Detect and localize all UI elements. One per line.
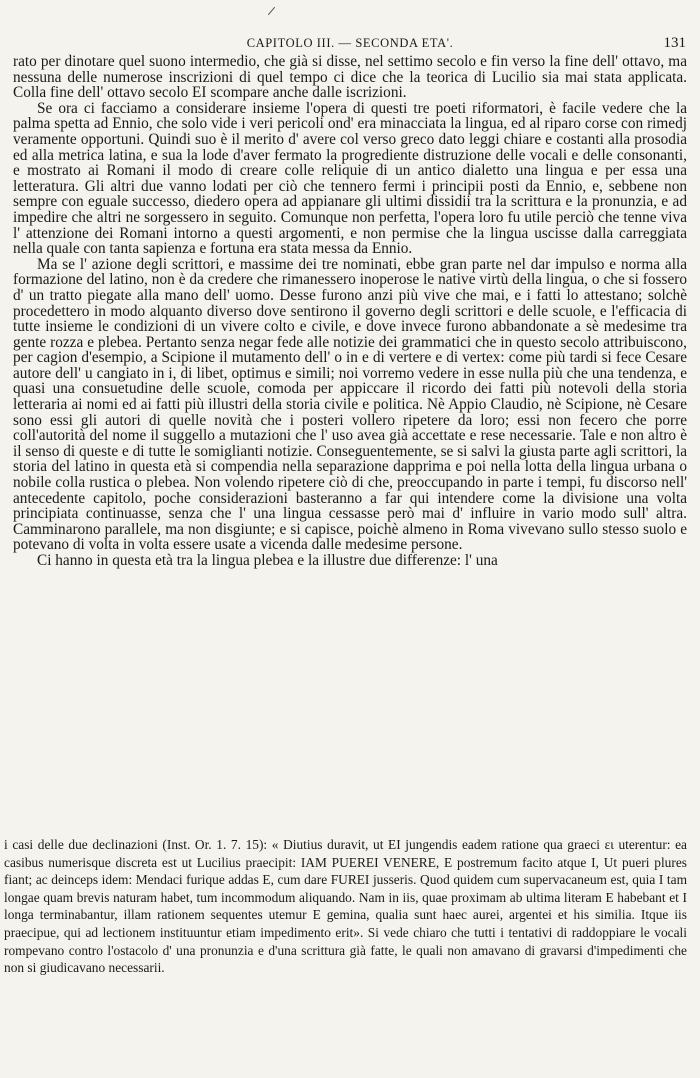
paragraph: Ma se l' azione degli scrittori, e massime dei tre nominati, ebbe gran parte nel dar impulso e norma alla formazione del latino, non è da credere che rimanessero inoperose le native virtù della lingua, o che si fossero d' un tratto piegate alla mano dell' uomo. Desse furono anzi più vive che mai, e i fatti lo attestano; solchè procedettero in modo alquanto diverso dove sentirono il governo degli scrittori e delle scuole, e l'efficacia di tutte insieme le condizioni di un vivere colto e civile, e dove invece furono abbandonate a sè medesime tra gente rozza e plebea. Pertanto senza negar fede alle notizie dei grammatici che in questo secolo attribuiscono, per cagion d'esempio, a Scipione il mutamento dell' o in e di vertere e di vertex: come più tardi si fece Cesare autore dell' u cangiato in i, di libet, optimus e simili; noi vorremo vedere in esse nulla più che una tendenza, e quasi una consuetudine delle scuole, comoda per appiccare il ricordo dei fatti più notevoli della storia letteraria ai nomi ed ai fatti più illustri della storia civile e politica. Nè Appio Claudio, nè Scipione, nè Cesare sono essi gli autori di quelle novità che i posteri vollero ripetere da loro; essi non fecero che porre coll'autorità del nome il suggello a mutazioni che l' uso avea già accettate e rese necessarie. Tale e non altro è il senso di queste e di tutte le somiglianti notizie. Conseguentemente, se si salvi la giusta parte agli scrittori, la storia del latino in questa età si compendia nella separazione dapprima e poi nella lotta della lingua urbana o nobile colla rustica o plebea. Non volendo ripetere ciò di che, preoccupando in parte i tempi, fu discorso nell' antecedente capitolo, poche considerazioni basteranno a far qui intendere come la divisione una volta principiata continuasse, senza che l' una lingua cessasse però mai d' influire in vario modo sull' altra. Camminarono parallele, ma non disgiunte; e si capisce, poichè almeno in Roma vivevano sullo stesso suolo e potevano di volta in volta essere usate a vicenda dalle medesime persone.	[13, 255, 687, 554]
footnote-text: i casi delle due declinazioni (Inst. Or. 1. 7. 15): « Diutius duravit, ut EI jungendis eadem ratione qua graeci ει uterentur: ea casibus numerisque discreta est ut Lucilius praecipit: IAM PUEREI VENERE, E postremum facito atque I, Ut pueri plures fiant; ac deinceps idem: Mendaci furique addas E, cum dare FUREI jusseris. Quod quidem cum supervacaneum est, quia I tam longae quam brevis naturam habet, tum incommodum aliquando. Nam in iis, quae proximam ab ultima literam E habebant et I longa terminabantur, illam rationem sequentes utemur E gemina, qualia sunt haec aurei, argentei et his similia. Itque iis praecipue, qui ad lectionem instituuntur etiam impedimento erit». Si vede chiaro che tutti i tentativi di raddoppiare le vocali rompevano contro l'ostacolo d' una pronunzia e d'una scrittura già fatte, le quali non amavano di gravarsi d'impedimenti che non si giudicavano necessarii.	[4, 837, 687, 976]
paragraph: Se ora ci facciamo a considerare insieme l'opera di questi tre poeti riformatori, è facile vedere che la palma spetta ad Ennio, che solo vide i veri pericoli ond' era minacciata la lingua, ed al riparo corse con rimedj veramente opportuni. Quindi suo è il merito d' avere col verso greco dato leggi chiare e costanti alla prosodia ed alla metrica latina, e sua la lode d'aver fermato la progrediente distruzione delle vocali e delle consonanti, e mostrato ai Romani il modo di creare colle reliquie di un antico dialetto una lingua e per essa una letteratura. Gli altri due vanno lodati per ciò che tennero fermi i principii posti da Ennio, e, sebbene non sempre con eguale successo, diedero opera ad appianare gli ultimi dissidii tra la scrittura e la pronunzia, e ad impedire che altri ne sorgessero in seguito. Comunque non perfetta, l'opera loro fu utile perciò che tenne viva l' attenzione dei Romani intorno a questi argomenti, e non permise che la lingua uscisse dalla carreggiata nella quale con tanta sapienza e fortuna era stata messa da Ennio.	[13, 99, 687, 258]
page-number: 131	[663, 35, 686, 51]
footnote	[4, 836, 687, 977]
paragraph: rato per dinotare quel suono intermedio, che già si disse, nel settimo secolo e fin verso la fine dell' ottavo, ma nessuna delle numerose inscrizioni di quel tempo ci dice che la teorica di Lucilio sia mai stata applicata. Colla fine dell' ottavo secolo EI scompare anche dalle iscrizioni.	[13, 53, 687, 102]
running-title: CAPITOLO III. — SECONDA ETA'.	[246, 36, 454, 50]
running-header	[14, 36, 686, 54]
main-text	[13, 54, 687, 569]
pencil-mark	[268, 7, 275, 15]
paragraph: Ci hanno in questa età tra la lingua plebea e la illustre due differenze: l' una	[37, 552, 498, 569]
